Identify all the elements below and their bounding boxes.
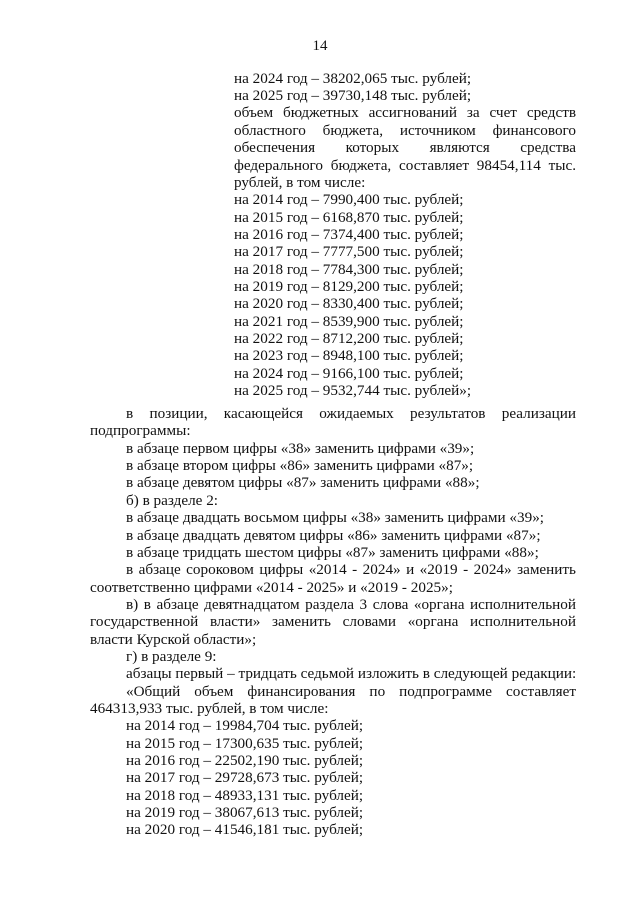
text-line: на 2018 год – 7784,300 тыс. рублей; <box>234 261 464 278</box>
text-line: на 2018 год – 48933,131 тыс. рублей; <box>126 787 364 804</box>
text-line: на 2016 год – 7374,400 тыс. рублей; <box>234 226 464 243</box>
text-line: в позиции, касающейся ожидаемых результатов реализации <box>126 405 576 422</box>
text-line: государственной власти» заменить словами «органа исполнительной <box>90 613 576 630</box>
text-line: г) в разделе 9: <box>126 648 217 665</box>
text-line: власти Курской области»; <box>90 631 257 648</box>
page-number: 14 <box>312 38 328 54</box>
text-line: соответственно цифрами «2014 - 2025» и «2019 - 2025»; <box>90 579 453 596</box>
text-line: в абзаце двадцать восьмом цифры «38» заменить цифрами «39»; <box>126 509 545 526</box>
text-line: абзацы первый – тридцать седьмой изложить в следующей редакции: <box>126 665 577 682</box>
text-line: на 2016 год – 22502,190 тыс. рублей; <box>126 752 364 769</box>
text-line: на 2019 год – 38067,613 тыс. рублей; <box>126 804 364 821</box>
text-line: на 2020 год – 8330,400 тыс. рублей; <box>234 295 464 312</box>
text-line: подпрограммы: <box>90 422 191 439</box>
text-line: в абзаце втором цифры «86» заменить цифрами «87»; <box>126 457 474 474</box>
text-line: федерального бюджета, составляет 98454,114 тыс. <box>234 157 576 174</box>
text-line: на 2025 год – 39730,148 тыс. рублей; <box>234 87 472 104</box>
text-line: в абзаце сороковом цифры «2014 - 2024» и «2019 - 2024» заменить <box>126 561 576 578</box>
text-line: рублей, в том числе: <box>234 174 366 191</box>
text-line: на 2025 год – 9532,744 тыс. рублей»; <box>234 382 472 399</box>
text-line: на 2020 год – 41546,181 тыс. рублей; <box>126 821 364 838</box>
text-line: на 2015 год – 17300,635 тыс. рублей; <box>126 735 364 752</box>
text-line: на 2023 год – 8948,100 тыс. рублей; <box>234 347 464 364</box>
text-line: на 2024 год – 38202,065 тыс. рублей; <box>234 70 472 87</box>
text-line: обеспечения которых являются средства <box>234 139 576 156</box>
text-line: на 2014 год – 19984,704 тыс. рублей; <box>126 717 364 734</box>
text-line: на 2014 год – 7990,400 тыс. рублей; <box>234 191 464 208</box>
text-line: в абзаце тридцать шестом цифры «87» заменить цифрами «88»; <box>126 544 539 561</box>
text-line: на 2017 год – 7777,500 тыс. рублей; <box>234 243 464 260</box>
text-line: «Общий объем финансирования по подпрограмме составляет <box>126 683 576 700</box>
text-line: на 2024 год – 9166,100 тыс. рублей; <box>234 365 464 382</box>
text-line: на 2017 год – 29728,673 тыс. рублей; <box>126 769 364 786</box>
text-line: на 2021 год – 8539,900 тыс. рублей; <box>234 313 464 330</box>
text-line: в) в абзаце девятнадцатом раздела 3 слова «органа исполнительной <box>126 596 576 613</box>
text-line: на 2015 год – 6168,870 тыс. рублей; <box>234 209 464 226</box>
text-line: в абзаце девятом цифры «87» заменить цифрами «88»; <box>126 474 480 491</box>
text-line: на 2019 год – 8129,200 тыс. рублей; <box>234 278 464 295</box>
text-line: областного бюджета, источником финансового <box>234 122 576 139</box>
text-line: в абзаце первом цифры «38» заменить цифрами «39»; <box>126 440 475 457</box>
text-line: б) в разделе 2: <box>126 492 219 509</box>
text-line: в абзаце двадцать девятом цифры «86» заменить цифрами «87»; <box>126 527 541 544</box>
text-line: на 2022 год – 8712,200 тыс. рублей; <box>234 330 464 347</box>
text-line: 464313,933 тыс. рублей, в том числе: <box>90 700 329 717</box>
text-line: объем бюджетных ассигнований за счет средств <box>234 104 576 121</box>
